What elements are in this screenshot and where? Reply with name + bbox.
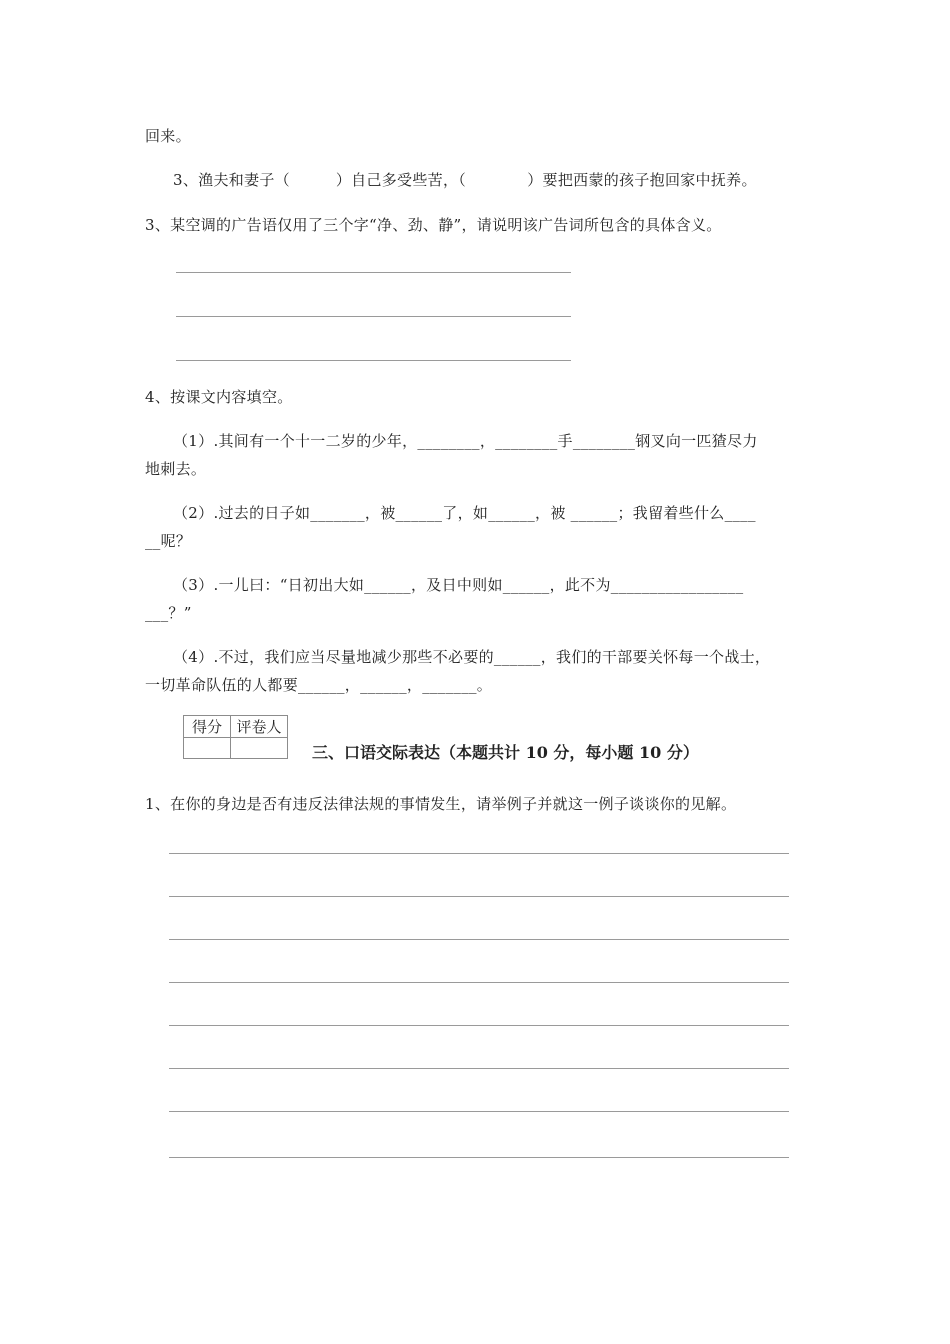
question-4: 4、按课文内容填空。	[145, 388, 293, 406]
score-cell[interactable]	[184, 738, 231, 759]
text-line: 地刺去。	[145, 460, 207, 478]
answer-line[interactable]	[169, 1025, 789, 1026]
answer-line[interactable]	[169, 939, 789, 940]
answer-line[interactable]	[169, 1111, 789, 1112]
score-label: 得分	[184, 716, 231, 738]
section-title: 三、口语交际表达（本题共计 10 分，每小题 10 分）	[312, 743, 699, 762]
question-1: 1、在你的身边是否有违反法律法规的事情发生，请举例子并就这一例子谈谈你的见解。	[145, 795, 737, 813]
fill-item-1: （1）.其间有一个十一二岁的少年，________，________手________钢叉向一匹猹尽力	[173, 432, 758, 450]
fill-item-2: （2）.过去的日子如_______，被______了，如______，被 ______；我留着些什么____	[173, 504, 756, 522]
grader-label: 评卷人	[231, 716, 288, 738]
grader-cell[interactable]	[231, 738, 288, 759]
text-line: 一切革命队伍的人都要______，______，_______。	[145, 676, 493, 694]
fill-item-3: （3）.一儿曰：“日初出大如______，及日中则如______，此不为_________________	[173, 576, 744, 594]
answer-line[interactable]	[176, 360, 571, 361]
answer-line[interactable]	[169, 1157, 789, 1158]
score-box	[183, 715, 288, 759]
question-3a: 3、渔夫和妻子（ ）自己多受些苦，（ ）要把西蒙的孩子抱回家中抚养。	[173, 171, 757, 189]
answer-line[interactable]	[169, 896, 789, 897]
answer-line[interactable]	[169, 982, 789, 983]
question-3b: 3、某空调的广告语仅用了三个字“净、劲、静”，请说明该广告词所包含的具体含义。	[145, 216, 722, 234]
answer-line[interactable]	[169, 853, 789, 854]
answer-line[interactable]	[176, 272, 571, 273]
text-line: ___？”	[145, 604, 192, 622]
fill-item-4: （4）.不过，我们应当尽量地减少那些不必要的______，我们的干部要关怀每一个战士，	[173, 648, 771, 666]
text-line: __呢？	[145, 532, 192, 550]
text-line: 回来。	[145, 127, 191, 145]
answer-line[interactable]	[169, 1068, 789, 1069]
answer-line[interactable]	[176, 316, 571, 317]
